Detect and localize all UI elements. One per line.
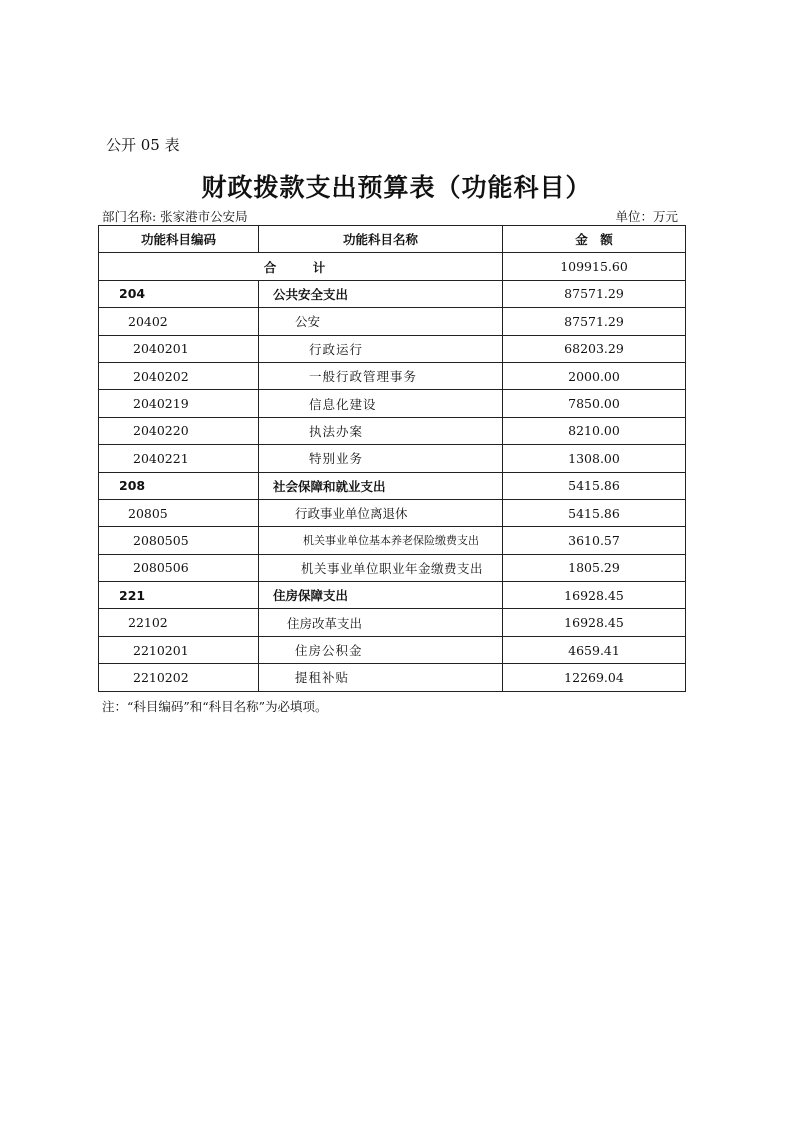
footnote: 注：“科目编码”和“科目名称”为必填项。 [102,699,328,714]
row-code: 2210202 [99,664,259,691]
table-row [99,417,686,444]
table-row [99,554,686,581]
row-amount: 68203.29 [503,335,686,362]
row-code: 2040221 [99,445,259,472]
row-amount: 5415.86 [503,472,686,499]
row-name: 特别业务 [259,445,503,472]
row-amount: 7850.00 [503,390,686,417]
row-name: 住房公积金 [259,636,503,663]
row-name: 执法办案 [259,417,503,444]
row-code: 204 [99,280,259,307]
row-name: 公安 [259,308,503,335]
row-code: 2040220 [99,417,259,444]
row-name: 住房改革支出 [259,609,503,636]
table-row [99,472,686,499]
row-amount: 1308.00 [503,445,686,472]
row-name: 住房保障支出 [259,582,503,609]
row-amount: 3610.57 [503,527,686,554]
row-name: 信息化建设 [259,390,503,417]
table-row [99,445,686,472]
row-name: 机关事业单位基本养老保险缴费支出 [259,527,503,554]
total-amount: 109915.60 [503,253,686,280]
unit-label: 单位：万元 [615,209,678,224]
header-code: 功能科目编码 [99,226,259,253]
table-row [99,499,686,526]
table-row [99,636,686,663]
form-number: 公开 05 表 [106,136,180,154]
page-title: 财政拨款支出预算表（功能科目） [201,173,592,202]
row-code: 2210201 [99,636,259,663]
row-name: 提租补贴 [259,664,503,691]
row-name: 公共安全支出 [259,280,503,307]
row-amount: 1805.29 [503,554,686,581]
table-row [99,527,686,554]
row-code: 22102 [99,609,259,636]
header-amount: 金 额 [503,226,686,253]
row-amount: 16928.45 [503,609,686,636]
row-code: 2080506 [99,554,259,581]
table-row [99,335,686,362]
total-row [99,253,686,280]
row-amount: 5415.86 [503,499,686,526]
row-code: 20402 [99,308,259,335]
table-row [99,280,686,307]
table-row [99,664,686,691]
table-row [99,390,686,417]
header-row [99,226,686,253]
row-amount: 87571.29 [503,308,686,335]
row-name: 社会保障和就业支出 [259,472,503,499]
row-code: 2040219 [99,390,259,417]
row-name: 行政事业单位离退休 [259,499,503,526]
row-amount: 4659.41 [503,636,686,663]
row-amount: 16928.45 [503,582,686,609]
row-name: 一般行政管理事务 [259,362,503,389]
table-row [99,362,686,389]
department-name: 部门名称: 张家港市公安局 [102,209,248,224]
budget-table [98,225,686,692]
row-code: 2040202 [99,362,259,389]
row-name: 机关事业单位职业年金缴费支出 [259,554,503,581]
row-name: 行政运行 [259,335,503,362]
row-code: 221 [99,582,259,609]
row-amount: 2000.00 [503,362,686,389]
row-amount: 8210.00 [503,417,686,444]
row-code: 208 [99,472,259,499]
table-row [99,582,686,609]
row-code: 2040201 [99,335,259,362]
row-amount: 87571.29 [503,280,686,307]
total-label: 合 计 [99,253,503,280]
row-code: 2080505 [99,527,259,554]
header-name: 功能科目名称 [259,226,503,253]
row-amount: 12269.04 [503,664,686,691]
row-code: 20805 [99,499,259,526]
table-row [99,308,686,335]
table-row [99,609,686,636]
